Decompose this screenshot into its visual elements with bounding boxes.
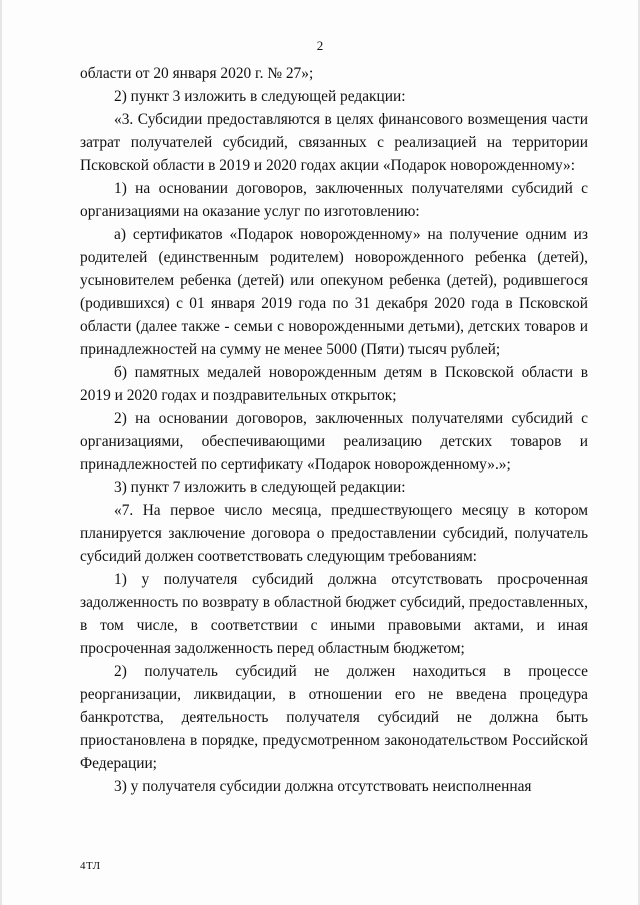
paragraph: 2) пункт 3 изложить в следующей редакции:	[114, 88, 406, 105]
paragraph: 3) у получателя субсидии должна отсутствовать неисполненная	[114, 778, 532, 795]
document-body	[80, 62, 588, 798]
paragraph: а) сертификатов «Подарок новорожденному» на получение одним из родителей (единственным родителем) новорожденного ребенка (детей), усыновителем ребенка (детей) или опекуном ребенка (детей), родившегося (родившихся) с 01 января 2019 года по 31 декабря 2020 года в Псковской области (далее также - семьи с новорожденными детьми), детских товаров и принадлежностей на сумму не менее 5000 (Пяти) тысяч рублей;	[80, 226, 588, 358]
paragraph: «7. На первое число месяца, предшествующего месяцу в котором планируется заключение договора о предоставлении субсидий, получатель субсидий должен соответствовать следующим требованиям:	[80, 502, 588, 565]
paragraph: 1) у получателя субсидий должна отсутствовать просроченная задолженность по возврату в областной бюджет субсидий, предоставленных, в том числе, в соответствии с иными правовыми актами, и иная просроченная задолженность перед областным бюджетом;	[80, 571, 588, 657]
paragraph: области от 20 января 2020 г. № 27»;	[80, 65, 314, 82]
paragraph: 1) на основании договоров, заключенных получателями субсидий с организациями на оказание услуг по изготовлению:	[80, 180, 588, 220]
paragraph: б) памятных медалей новорожденным детям в Псковской области в 2019 и 2020 годах и поздравительных открыток;	[80, 364, 588, 404]
paragraph: «3. Субсидии предоставляются в целях финансового возмещения части затрат получателей субсидий, связанных с реализацией на территории Псковской области в 2019 и 2020 годах акции «Подарок новорожденному»:	[80, 111, 588, 174]
page-number: 2	[316, 38, 324, 53]
paragraph: 2) на основании договоров, заключенных получателями субсидий с организациями, обеспечивающими реализацию детских товаров и принадлежностей по сертификату «Подарок новорожденному».»;	[80, 410, 588, 473]
footer-code: 4ТЛ	[80, 860, 101, 872]
paragraph: 2) получатель субсидий не должен находиться в процессе реорганизации, ликвидации, в отношении его не введена процедура банкротства, деятельность получателя субсидий не должна быть приостановлена в порядке, предусмотренном законодательством Российской Федерации;	[80, 663, 588, 772]
scan-edge-left	[0, 0, 2, 905]
paragraph: 3) пункт 7 изложить в следующей редакции:	[114, 479, 406, 496]
